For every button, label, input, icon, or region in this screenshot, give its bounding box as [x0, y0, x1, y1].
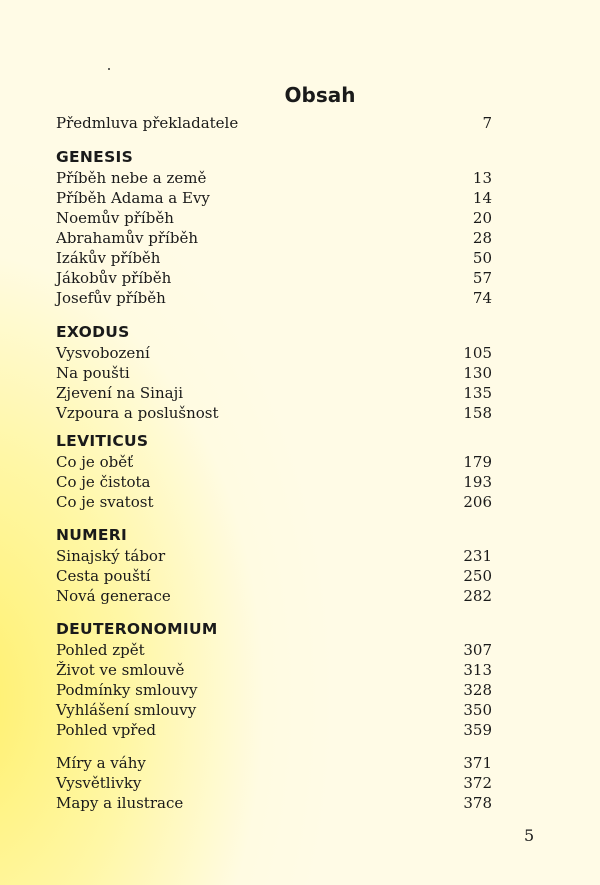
toc-entry [56, 268, 492, 288]
toc-entry [56, 546, 492, 566]
toc-entry-appendix [56, 773, 492, 793]
toc-entry-label: Příběh nebe a země [56, 169, 207, 187]
toc-entry-preface [56, 113, 492, 133]
toc-entry-label: Josefův příběh [56, 289, 166, 307]
toc-entry [56, 680, 492, 700]
toc-entry-page: 130 [463, 364, 492, 382]
toc-entry-label: Vysvětlivky [56, 774, 142, 792]
toc-entry-page: 28 [472, 229, 492, 247]
section-heading-deuteronomium: DEUTERONOMIUM [56, 620, 218, 638]
toc-entry-label: Cesta pouští [56, 567, 151, 585]
toc-entry-label: Vzpoura a poslušnost [56, 404, 219, 422]
toc-entry-page: 57 [472, 269, 492, 287]
toc-entry-page: 20 [472, 209, 492, 227]
toc-entry-label: Míry a váhy [56, 754, 146, 772]
toc-entry-label: Co je čistota [56, 473, 151, 491]
toc-entry [56, 720, 492, 740]
toc-entry-page: 359 [463, 721, 492, 739]
toc-entry-page: 206 [463, 493, 492, 511]
toc-entry-label: Předmluva překladatele [56, 114, 239, 132]
toc-entry [56, 492, 492, 512]
toc-entry-label: Jákobův příběh [56, 269, 172, 287]
toc-entry-label: Zjevení na Sinaji [56, 384, 184, 402]
toc-entry-label: Vysvobození [56, 344, 150, 362]
toc-entry-page: 372 [463, 774, 492, 792]
toc-entry [56, 472, 492, 492]
toc-entry-page: 371 [463, 754, 492, 772]
toc-entry-label: Noemův příběh [56, 209, 174, 227]
toc-entry-label: Příběh Adama a Evy [56, 189, 210, 207]
toc-entry-page: 74 [472, 289, 492, 307]
toc-entry-label: Podmínky smlouvy [56, 681, 198, 699]
toc-entry-label: Pohled zpět [56, 641, 145, 659]
toc-entry-label: Co je svatost [56, 493, 154, 511]
toc-entry-page: 193 [463, 473, 492, 491]
toc-entry-page: 14 [472, 189, 492, 207]
toc-entry-page: 350 [463, 701, 492, 719]
toc-entry-page: 135 [463, 384, 492, 402]
toc-entry-page: 378 [463, 794, 492, 812]
toc-entry [56, 640, 492, 660]
toc-entry-appendix [56, 753, 492, 773]
toc-entry-label: Na poušti [56, 364, 130, 382]
toc-entry-page: 313 [463, 661, 492, 679]
toc-entry-label: Sinajský tábor [56, 547, 166, 565]
toc-entry-label: Nová generace [56, 587, 171, 605]
toc-entry-page: 328 [463, 681, 492, 699]
toc-entry [56, 383, 492, 403]
toc-entry-page: 7 [482, 114, 492, 132]
toc-entry-page: 282 [463, 587, 492, 605]
toc-entry [56, 586, 492, 606]
toc-entry-page: 231 [463, 547, 492, 565]
toc-entry-label: Co je oběť [56, 453, 134, 471]
toc-entry-page: 250 [463, 567, 492, 585]
toc-entry-page: 13 [472, 169, 492, 187]
toc-entry [56, 228, 492, 248]
toc-entry-page: 179 [463, 453, 492, 471]
section-heading-numeri: NUMERI [56, 526, 128, 544]
toc-entry-appendix [56, 793, 492, 813]
toc-entry [56, 566, 492, 586]
toc-entry-page: 50 [472, 249, 492, 267]
table-of-contents [56, 113, 492, 813]
toc-entry [56, 188, 492, 208]
toc-entry-label: Izákův příběh [56, 249, 161, 267]
toc-entry [56, 660, 492, 680]
toc-entry-label: Abrahamův příběh [56, 229, 198, 247]
toc-entry [56, 288, 492, 308]
toc-entry [56, 248, 492, 268]
toc-entry-page: 158 [463, 404, 492, 422]
toc-entry [56, 363, 492, 383]
toc-entry [56, 700, 492, 720]
toc-entry-page: 307 [463, 641, 492, 659]
toc-entry [56, 403, 492, 423]
paper-speck [108, 68, 110, 70]
toc-entry-page: 105 [463, 344, 492, 362]
page-number: 5 [524, 826, 535, 845]
toc-entry [56, 168, 492, 188]
toc-entry [56, 452, 492, 472]
section-heading-exodus: EXODUS [56, 323, 130, 341]
toc-entry-label: Vyhlášení smlouvy [56, 701, 197, 719]
toc-entry-label: Život ve smlouvě [56, 661, 185, 679]
toc-entry-label: Mapy a ilustrace [56, 794, 184, 812]
toc-entry [56, 343, 492, 363]
page-title: Obsah [284, 83, 356, 107]
toc-entry-label: Pohled vpřed [56, 721, 156, 739]
section-heading-genesis: GENESIS [56, 148, 134, 166]
section-heading-leviticus: LEVITICUS [56, 432, 149, 450]
toc-entry [56, 208, 492, 228]
